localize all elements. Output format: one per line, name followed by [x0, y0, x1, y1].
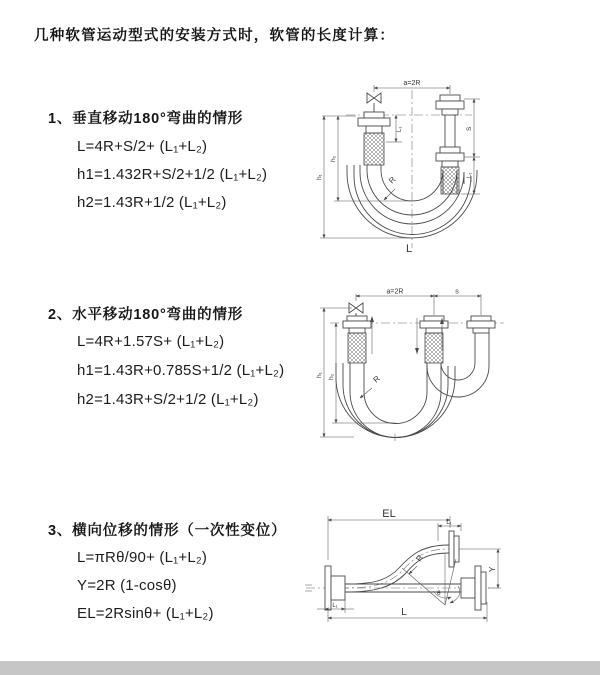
radius-leader — [360, 388, 372, 398]
formula-s1-L: L=4R+S/2+ (L₁+L₂) — [77, 138, 208, 155]
formula-s3-L: L=πRθ/90+ (L₁+L₂) — [77, 549, 208, 566]
radius-leader — [409, 566, 417, 574]
formula-s2-h2: h2=1.43R+S/2+1/2 (L₁+L₂) — [77, 391, 259, 408]
valve-icon — [349, 303, 363, 316]
diagram-lateral-displacement — [298, 498, 598, 653]
length-label: L — [405, 243, 413, 255]
length-label: L — [401, 607, 407, 618]
dim-s-label: s — [455, 288, 459, 296]
formula-s2-h1: h1=1.43R+0.785S+1/2 (L₁+L₂) — [77, 362, 285, 379]
radius-label: R — [371, 373, 382, 385]
braided-hose-section — [425, 333, 443, 363]
dim-a2r-label: a=2R — [386, 288, 404, 296]
diagram-vertical-180-bend — [308, 72, 560, 260]
hose-loop-deep — [336, 363, 455, 438]
radius-label: R — [414, 553, 425, 564]
dim-a2r-label: a=2R — [403, 80, 421, 87]
right-fitting — [461, 566, 486, 610]
dim-l1-right-label: L₁ — [467, 172, 473, 178]
dim-el-label: EL — [382, 508, 396, 520]
dim-l1-bottom-label: L₁ — [332, 603, 338, 609]
formula-s3-Y: Y=2R (1-cosθ) — [77, 577, 177, 594]
section-1-heading: 1、垂直移动180°弯曲的情形 — [48, 111, 244, 127]
section-3-heading: 3、横向位移的情形（一次性变位） — [48, 523, 287, 539]
dim-h1-label: h₁ — [316, 174, 323, 180]
dim-y-label: Y — [488, 566, 497, 572]
braided-hose-section — [348, 333, 366, 363]
formula-s1-h2: h2=1.43R+1/2 (L₁+L₂) — [77, 194, 227, 211]
right-fitting — [467, 316, 495, 333]
right-fitting — [436, 95, 464, 194]
upper-flange — [449, 531, 459, 567]
section-2-heading: 2、水平移动180°弯曲的情形 — [48, 307, 244, 323]
diagram-horizontal-180-bend — [312, 288, 572, 458]
page-bottom-edge — [0, 661, 600, 675]
braided-hose-section — [364, 133, 384, 165]
formula-s3-EL: EL=2Rsinθ+ (L₁+L₂) — [77, 605, 214, 622]
valve-icon — [367, 93, 381, 112]
hose-displaced — [340, 545, 449, 592]
formula-s1-h1: h1=1.432R+S/2+1/2 (L₁+L₂) — [77, 166, 268, 183]
dim-s-label: S — [466, 126, 473, 131]
middle-fitting — [420, 316, 448, 363]
page-title: 几种软管运动型式的安装方式时，软管的长度计算： — [34, 28, 396, 44]
formula-s2-L: L=4R+1.57S+ (L₁+L₂) — [77, 333, 225, 350]
dim-l1-top-label: L₁ — [446, 520, 452, 526]
dim-h2-label: h₂ — [328, 373, 335, 380]
dim-h1-label: h₁ — [316, 372, 323, 378]
left-fitting — [358, 112, 390, 165]
angle-theta-label: θ — [437, 590, 441, 597]
radius-label: R — [387, 174, 398, 186]
left-fitting — [343, 316, 371, 363]
dim-l1-left-label: L₁ — [397, 126, 403, 132]
dim-h2-label: h₂ — [330, 155, 337, 162]
